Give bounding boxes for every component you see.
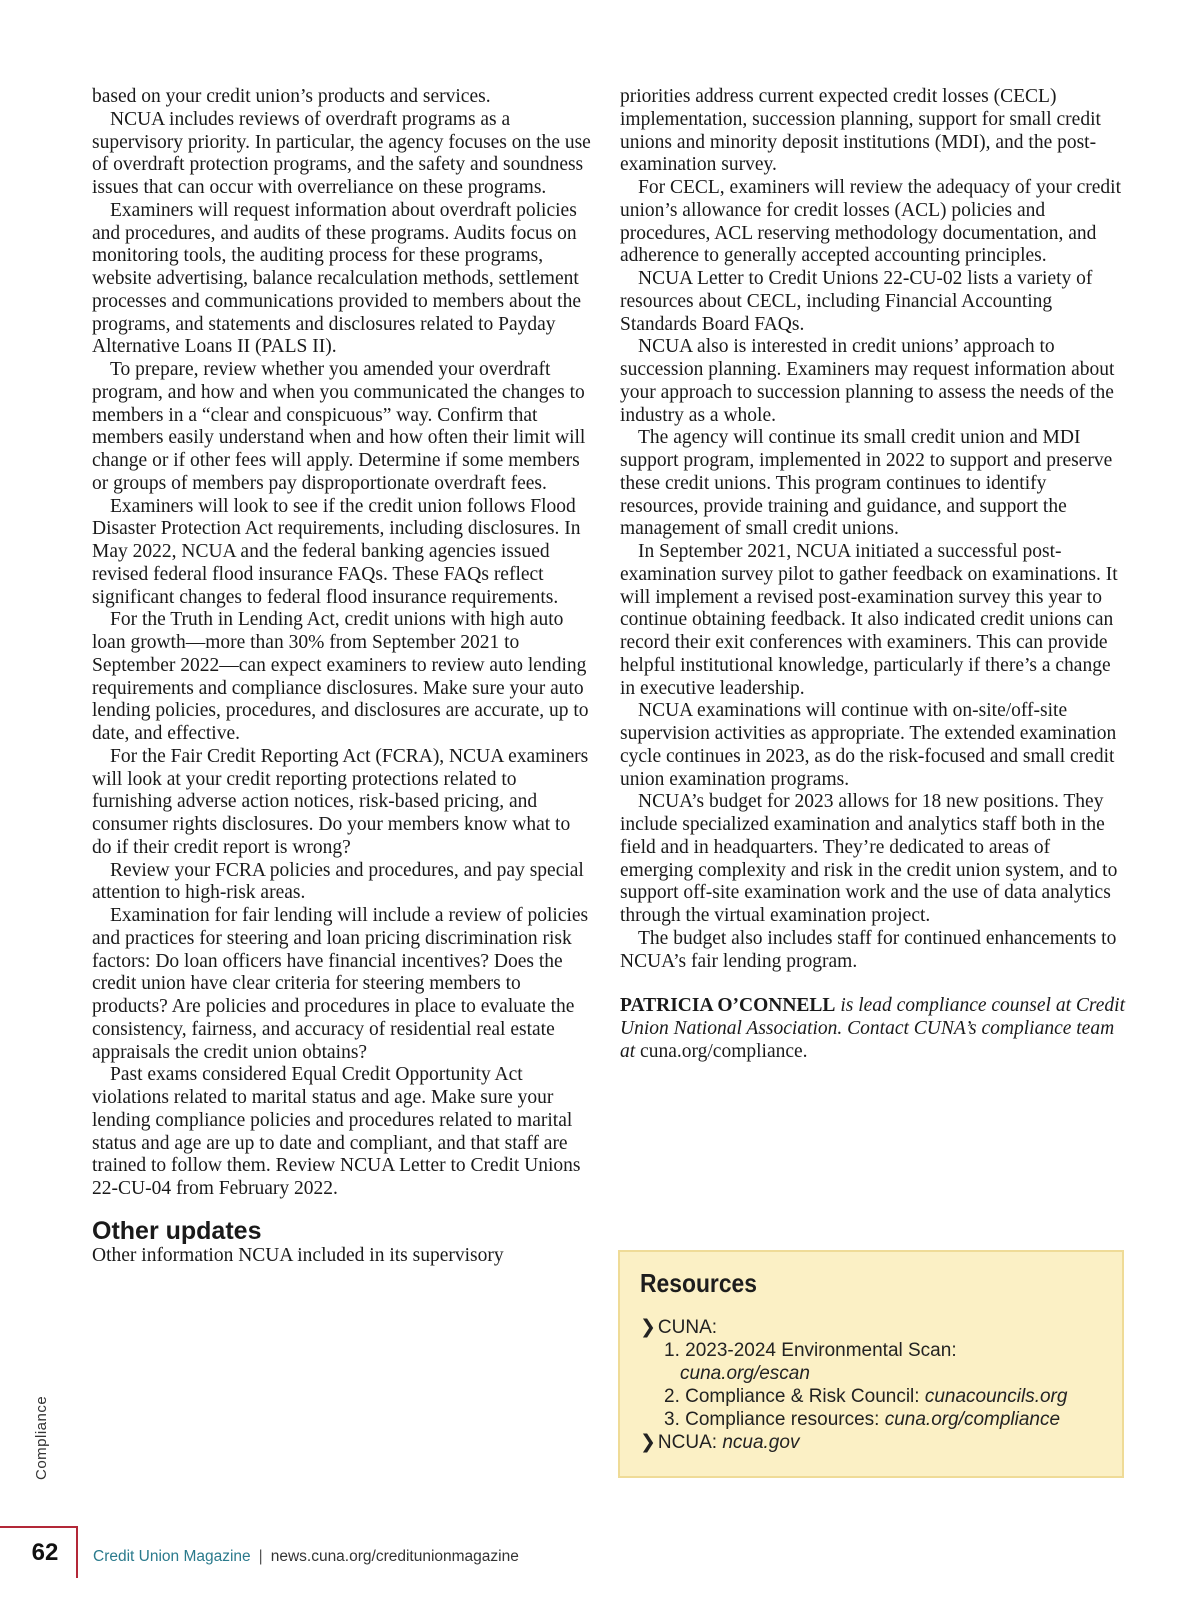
resource-text: Compliance & Risk Council: [685,1386,920,1407]
right-column [620,86,1125,1064]
resource-link[interactable]: cuna.org/escan [680,1363,810,1384]
resource-item [640,1339,1102,1385]
paragraph: Review your FCRA policies and procedures, and pay special attention to high-risk areas. [92,859,584,904]
resource-number: 3. [664,1409,680,1430]
author-role: is lead compliance counsel at Credit Union National Association. Contact CUNA’s compliance team at [620,995,1125,1062]
resource-link[interactable]: cuna.org/compliance [884,1409,1061,1430]
resources-ncua [640,1431,1102,1454]
author-link[interactable]: cuna.org/compliance. [640,1040,808,1062]
chevron-right-icon: ❯ [640,1317,656,1338]
resources-title: Resources [640,1268,758,1298]
resource-number: 2. [664,1386,680,1407]
paragraph: For CECL, examiners will review the adequacy of your credit union’s allowance for credit losses (ACL) policies and procedures, ACL reserving methodology documentation, and adherence to generally accepted accounting principles. [620,177,1122,267]
paragraph: Past exams considered Equal Credit Opportunity Act violations related to marital status and age. Make sure your lending compliance policies and procedures related to marital status and age are up to date and compliant, and that staff are trained to follow them. Review NCUA Letter to Credit Unions 22-CU-04 from February 2022. [92,1064,581,1199]
resource-item [640,1408,1102,1431]
resources-box [618,1250,1124,1478]
footer-url[interactable]: news.cuna.org/creditunionmagazine [270,1548,519,1565]
author-bio [620,995,1125,1063]
paragraph: To prepare, review whether you amended your overdraft program, and how and when you communicated the changes to members in a “clear and conspicuous” way. Confirm that members easily understand when and how often their limit will change or if other fees will apply. Determine if some members or groups of members pay disproportionate overdraft fees. [92,359,586,494]
section-label: Compliance [33,1395,50,1480]
page-number: 62 [0,1526,78,1578]
left-column [92,86,592,1268]
paragraph: NCUA also is interested in credit unions’ approach to succession planning. Examiners may request information about your approach to succession planning to assess the needs of the industry as a whole. [620,336,1115,426]
paragraph: based on your credit union’s products and services. [92,86,491,107]
paragraph: Examination for fair lending will include a review of policies and practices for steering and loan pricing discrimination risk factors: Do loan officers have financial incentives? Does the credit union have clear criteria for steering members to products? Are policies and procedures in place to evaluate the consistency, fairness, and accuracy of residential real estate appraisals the credit union obtains? [92,905,589,1063]
paragraph: The budget also includes staff for continued enhancements to NCUA’s fair lending program. [620,927,1117,972]
paragraph: In September 2021, NCUA initiated a successful post-examination survey pilot to gather feedback on examinations. It will implement a revised post-examination survey this year to continue obtaining feedback. It also indicated credit unions can record their exit conferences with examiners. This can provide helpful institutional knowledge, particularly if there’s a change in executive leadership. [620,541,1118,699]
ncua-label: NCUA: [657,1432,718,1453]
paragraph: NCUA Letter to Credit Unions 22-CU-02 lists a variety of resources about CECL, including Financial Accounting Standards Board FAQs. [620,268,1093,335]
resource-text: 2023-2024 Environmental Scan: [685,1340,957,1361]
paragraph: NCUA’s budget for 2023 allows for 18 new positions. They include specialized examination and analytics staff both in the field and in headquarters. They’re dedicated to areas of emerging complexity and risk in the credit union system, and to support off-site examination work and the use of data analytics through the virtual examination project. [620,791,1118,926]
paragraph: Examiners will request information about overdraft policies and procedures, and audits of these programs. Audits focus on monitoring tools, the auditing process for these programs, website advertising, balance recalculation methods, settlement processes and communications provided to members about the programs, and statements and disclosures related to Payday Alternative Loans II (PALS II). [92,199,582,358]
cuna-label: CUNA: [657,1317,718,1338]
ncua-link[interactable]: ncua.gov [722,1432,800,1453]
footer-separator: | [258,1548,263,1565]
resource-number: 1. [664,1340,680,1361]
resources-cuna [640,1316,1102,1339]
paragraph: Other information NCUA included in its supervisory [92,1244,504,1266]
paragraph: NCUA examinations will continue with on-site/off-site supervision activities as appropriate. The extended examination cycle continues in 2023, as do the risk-focused and small credit union examination programs. [620,700,1117,790]
paragraph: Examiners will look to see if the credit union follows Flood Disaster Protection Act requirements, including disclosures. In May 2022, NCUA and the federal banking agencies issued revised federal flood insurance FAQs. These FAQs reflect significant changes to federal flood insurance requirements. [92,495,581,608]
chevron-right-icon: ❯ [640,1432,656,1453]
resource-link[interactable]: cunacouncils.org [924,1386,1068,1407]
paragraph: priorities address current expected credit losses (CECL) implementation, succession planning, support for small credit unions and minority deposit institutions (MDI), and the post-examination survey. [620,86,1101,176]
paragraph: For the Truth in Lending Act, credit unions with high auto loan growth—more than 30% from September 2021 to September 2022—can expect examiners to review auto lending requirements and compliance disclosures. Make sure your auto lending policies, procedures, and disclosures are accurate, up to date, and effective. [92,609,589,744]
footer [93,1548,519,1566]
author-name: PATRICIA O’CONNELL [620,995,836,1017]
subheading-other-updates: Other updates [92,1216,262,1245]
resource-item [640,1385,1102,1408]
resource-text: Compliance resources: [685,1409,880,1430]
paragraph: For the Fair Credit Reporting Act (FCRA), NCUA examiners will look at your credit reporting protections related to furnishing adverse action notices, risk-based pricing, and consumer rights disclosures. Do your members know what to do if their credit report is wrong? [92,745,589,858]
paragraph: NCUA includes reviews of overdraft programs as a supervisory priority. In particular, the agency focuses on the use of overdraft protection programs, and the safety and soundness issues that can occur with overreliance on these programs. [92,108,591,198]
paragraph: The agency will continue its small credit union and MDI support program, implemented in 2022 to support and preserve these credit unions. This program continues to identify resources, provide training and guidance, and support the management of small credit unions. [620,427,1113,540]
magazine-name: Credit Union Magazine [93,1548,251,1565]
